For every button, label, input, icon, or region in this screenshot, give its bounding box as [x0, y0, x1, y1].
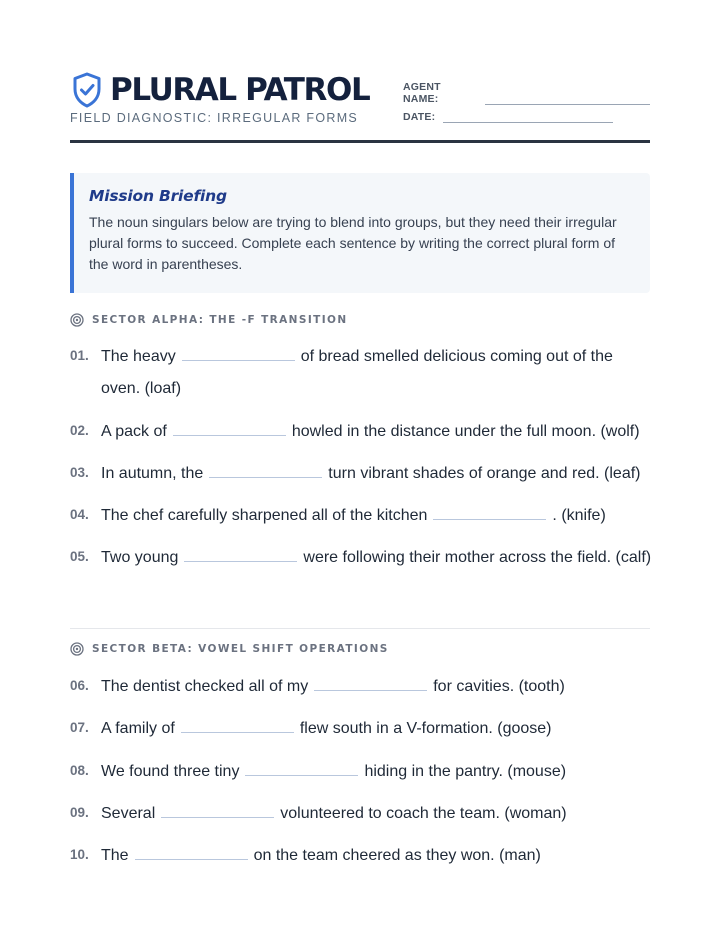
question-before: We found three tiny — [101, 763, 240, 780]
target-icon — [70, 313, 84, 327]
question-before: The — [101, 847, 129, 864]
answer-blank[interactable] — [181, 719, 294, 733]
question-before: In autumn, the — [101, 465, 204, 482]
question-after: howled in the distance under the full moon. (wolf) — [291, 423, 640, 440]
question-number: 07. — [70, 720, 89, 735]
question-after: of bread smelled delicious coming out of the oven. (loaf) — [101, 348, 613, 397]
question-number: 03. — [70, 465, 89, 480]
date-field — [403, 109, 613, 123]
question-text — [101, 713, 653, 745]
answer-blank[interactable] — [314, 677, 427, 691]
answer-blank[interactable] — [161, 804, 274, 818]
section-title: SECTOR ALPHA: THE -F TRANSITION — [92, 314, 348, 326]
answer-blank[interactable] — [245, 762, 358, 776]
question-text — [101, 500, 653, 532]
question-after: flew south in a V-formation. (goose) — [299, 720, 552, 737]
question-before: The heavy — [101, 348, 176, 365]
question-after: for cavities. (tooth) — [433, 678, 565, 695]
question-before: A pack of — [101, 423, 167, 440]
mission-briefing — [70, 173, 650, 293]
answer-blank[interactable] — [184, 548, 297, 562]
question-text — [101, 458, 653, 490]
question-after: were following their mother across the field. (calf) — [303, 549, 652, 566]
question-text — [101, 756, 653, 788]
briefing-title: Mission Briefing — [89, 187, 227, 205]
answer-blank[interactable] — [173, 422, 286, 436]
question-before: The chef carefully sharpened all of the kitchen — [101, 507, 428, 524]
question-after: hiding in the pantry. (mouse) — [364, 763, 567, 780]
page-title: PLURAL PATROL — [110, 72, 370, 108]
date-label: DATE: — [403, 111, 436, 123]
question-before: Two young — [101, 549, 179, 566]
question-before: The dentist checked all of my — [101, 678, 309, 695]
answer-blank[interactable] — [433, 506, 546, 520]
question-after: on the team cheered as they won. (man) — [253, 847, 541, 864]
agent-name-line[interactable] — [485, 91, 650, 105]
question-number: 04. — [70, 507, 89, 522]
header — [70, 66, 650, 146]
question-after: . (knife) — [552, 507, 606, 524]
section-header-beta — [70, 642, 389, 656]
question-text — [101, 671, 653, 703]
page-subtitle: FIELD DIAGNOSTIC: IRREGULAR FORMS — [70, 111, 359, 125]
agent-name-field — [403, 81, 650, 105]
target-icon — [70, 642, 84, 656]
question-number: 05. — [70, 549, 89, 564]
answer-blank[interactable] — [135, 846, 248, 860]
question-number: 10. — [70, 847, 89, 862]
briefing-text: The noun singulars below are trying to blend into groups, but they need their irregular plural forms to succeed. Complete each sentence by writing the correct plural form of the word in parentheses. — [89, 214, 617, 272]
answer-blank[interactable] — [209, 464, 322, 478]
brand — [72, 70, 369, 110]
question-number: 06. — [70, 678, 89, 693]
question-number: 08. — [70, 763, 89, 778]
question-number: 01. — [70, 348, 89, 363]
question-text — [101, 798, 653, 830]
question-after: turn vibrant shades of orange and red. (leaf) — [328, 465, 641, 482]
question-before: A family of — [101, 720, 175, 737]
date-line[interactable] — [443, 109, 613, 123]
question-number: 02. — [70, 423, 89, 438]
question-number: 09. — [70, 805, 89, 820]
agent-name-label: AGENT NAME: — [403, 81, 441, 105]
shield-check-icon — [72, 72, 102, 108]
question-text — [101, 840, 653, 872]
section-title: SECTOR BETA: VOWEL SHIFT OPERATIONS — [92, 643, 389, 655]
section-divider — [70, 628, 650, 629]
answer-blank[interactable] — [182, 347, 295, 361]
section-header-alpha — [70, 313, 348, 327]
question-text — [101, 416, 653, 448]
question-after: volunteered to coach the team. (woman) — [280, 805, 567, 822]
header-divider — [70, 140, 650, 143]
question-before: Several — [101, 805, 156, 822]
question-text — [101, 341, 653, 405]
question-text — [101, 542, 653, 574]
